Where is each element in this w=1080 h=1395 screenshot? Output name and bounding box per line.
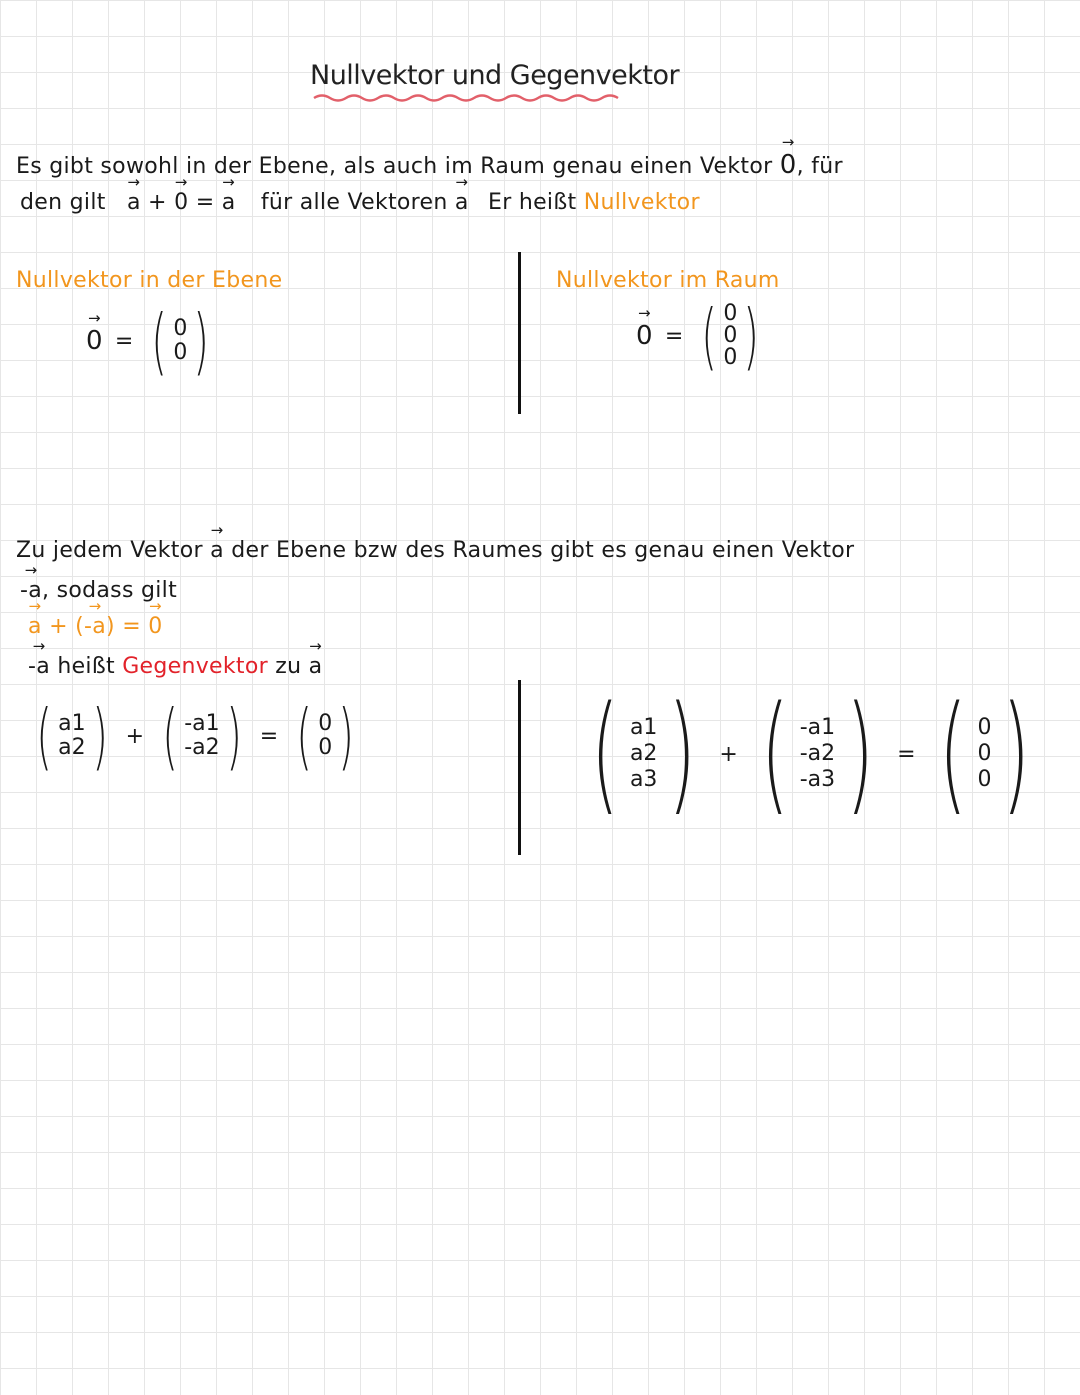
matrix-entry: a2 [58, 735, 86, 760]
title-underline [312, 93, 624, 103]
matrix-entry: 0 [723, 323, 738, 348]
column-divider-bottom [518, 680, 521, 855]
intro-line-2 [20, 190, 700, 215]
matrix-entry: -a2 [184, 735, 220, 760]
matrix-entry: 0 [977, 715, 992, 740]
plus-sign: + [719, 741, 738, 767]
zero-vector-symbol: → 0 [174, 190, 188, 215]
negative-vector-a: → -a [84, 614, 106, 639]
negative-vector-a: → -a [28, 654, 50, 679]
vector-a-symbol: → a [455, 190, 469, 215]
matrix-entry: 0 [173, 316, 188, 341]
equals-sign: = [195, 190, 215, 215]
zero-column-3d [977, 715, 991, 793]
left-sum-equation [30, 694, 360, 778]
intro-line-2-er: Er heißt [488, 190, 577, 215]
zero-column-2d [173, 317, 187, 365]
matrix-entry: -a2 [799, 741, 836, 766]
matrix-entry: 0 [173, 340, 188, 365]
gegen-line-1-prefix: Zu jedem Vektor [16, 538, 203, 563]
close-paren: ) [846, 679, 874, 828]
matrix-entry: a1 [629, 715, 658, 740]
open-paren: ( [296, 694, 312, 778]
gegenvektor-highlight: Gegenvektor [122, 654, 268, 679]
open-paren: ( [701, 294, 718, 378]
gegen-equation [28, 614, 163, 639]
right-sum-equation [580, 679, 1041, 828]
right-zero-equation [636, 294, 765, 378]
intro-line-2-prefix: den gilt [20, 190, 106, 215]
left-heading: Nullvektor in der Ebene [16, 268, 283, 293]
equals-sign: = [122, 614, 141, 639]
close-paren: ) [338, 694, 355, 778]
vector-a-symbol: → a [222, 190, 236, 215]
gegen-line-1-suffix: der Ebene bzw des Raumes gibt es genau einen Vektor [231, 538, 855, 563]
close-paren: ) [225, 694, 242, 778]
a-column-3d [630, 715, 657, 793]
matrix-entry: 0 [977, 741, 992, 766]
close-paren: ) [668, 679, 697, 828]
intro-line-1-suffix: , für [796, 154, 843, 179]
matrix-entry: -a3 [799, 767, 836, 792]
right-heading: Nullvektor im Raum [556, 268, 780, 293]
intro-line-2-mid: für alle Vektoren [260, 190, 448, 215]
matrix-entry: 0 [318, 711, 333, 736]
a-column-2d [58, 712, 85, 760]
intro-line-1-text: Es gibt sowohl in der Ebene, als auch im Raum genau einen Vektor [16, 154, 773, 179]
zero-column-3d [723, 303, 737, 369]
equals-sign: = [664, 323, 684, 349]
matrix-entry: 0 [977, 767, 992, 792]
gegen-heisst: heißt [57, 654, 115, 679]
open-paren: ( [151, 299, 168, 383]
matrix-entry: -a1 [799, 715, 836, 740]
zero-vector-symbol: → 0 [148, 614, 162, 639]
left-zero-equation [86, 299, 215, 383]
gegen-zu: zu [275, 654, 302, 679]
open-paren: ( [761, 679, 789, 828]
neg-a-column-3d [800, 715, 835, 793]
column-divider-top [518, 252, 521, 414]
open-paren: ( [591, 679, 619, 828]
zero-column-2d [318, 712, 332, 760]
matrix-entry: a3 [629, 767, 658, 792]
close-paren: ) [1002, 679, 1031, 828]
matrix-entry: a1 [58, 711, 86, 736]
vector-a-symbol: → a [309, 654, 323, 679]
plus-sign: + [49, 614, 68, 639]
equals-sign: = [897, 741, 916, 767]
vector-a-symbol: → a [127, 190, 141, 215]
plus-sign: + [148, 190, 167, 215]
zero-vector-symbol: → 0 [780, 150, 797, 180]
nullvektor-highlight: Nullvektor [583, 190, 700, 215]
open-paren: ( [938, 679, 967, 828]
matrix-entry: 0 [723, 301, 738, 326]
close-paren: ) [91, 694, 108, 778]
equals-sign: = [114, 328, 134, 354]
close-paren: ) [193, 299, 210, 383]
negative-vector-a: → -a [20, 578, 42, 603]
matrix-entry: 0 [318, 735, 333, 760]
open-paren: ( [36, 694, 52, 778]
matrix-entry: 0 [723, 345, 738, 370]
gegen-line-1 [16, 538, 854, 563]
vector-a-symbol: → a [28, 614, 42, 639]
page-title: Nullvektor und Gegenvektor [310, 60, 680, 91]
gegen-line-2-suffix: , sodass gilt [42, 578, 178, 603]
zero-vector-symbol: → 0 [86, 326, 103, 356]
equals-sign: = [259, 723, 279, 749]
matrix-entry: a2 [629, 741, 658, 766]
close-paren: ) [106, 614, 115, 639]
gegen-line-4 [28, 654, 322, 679]
open-paren: ( [162, 694, 178, 778]
zero-vector-symbol: → 0 [636, 321, 653, 351]
open-paren: ( [75, 614, 85, 639]
neg-a-column-2d [184, 712, 219, 760]
vector-a-symbol: → a [210, 538, 224, 563]
matrix-entry: -a1 [184, 711, 220, 736]
close-paren: ) [743, 294, 760, 378]
plus-sign: + [125, 723, 145, 749]
